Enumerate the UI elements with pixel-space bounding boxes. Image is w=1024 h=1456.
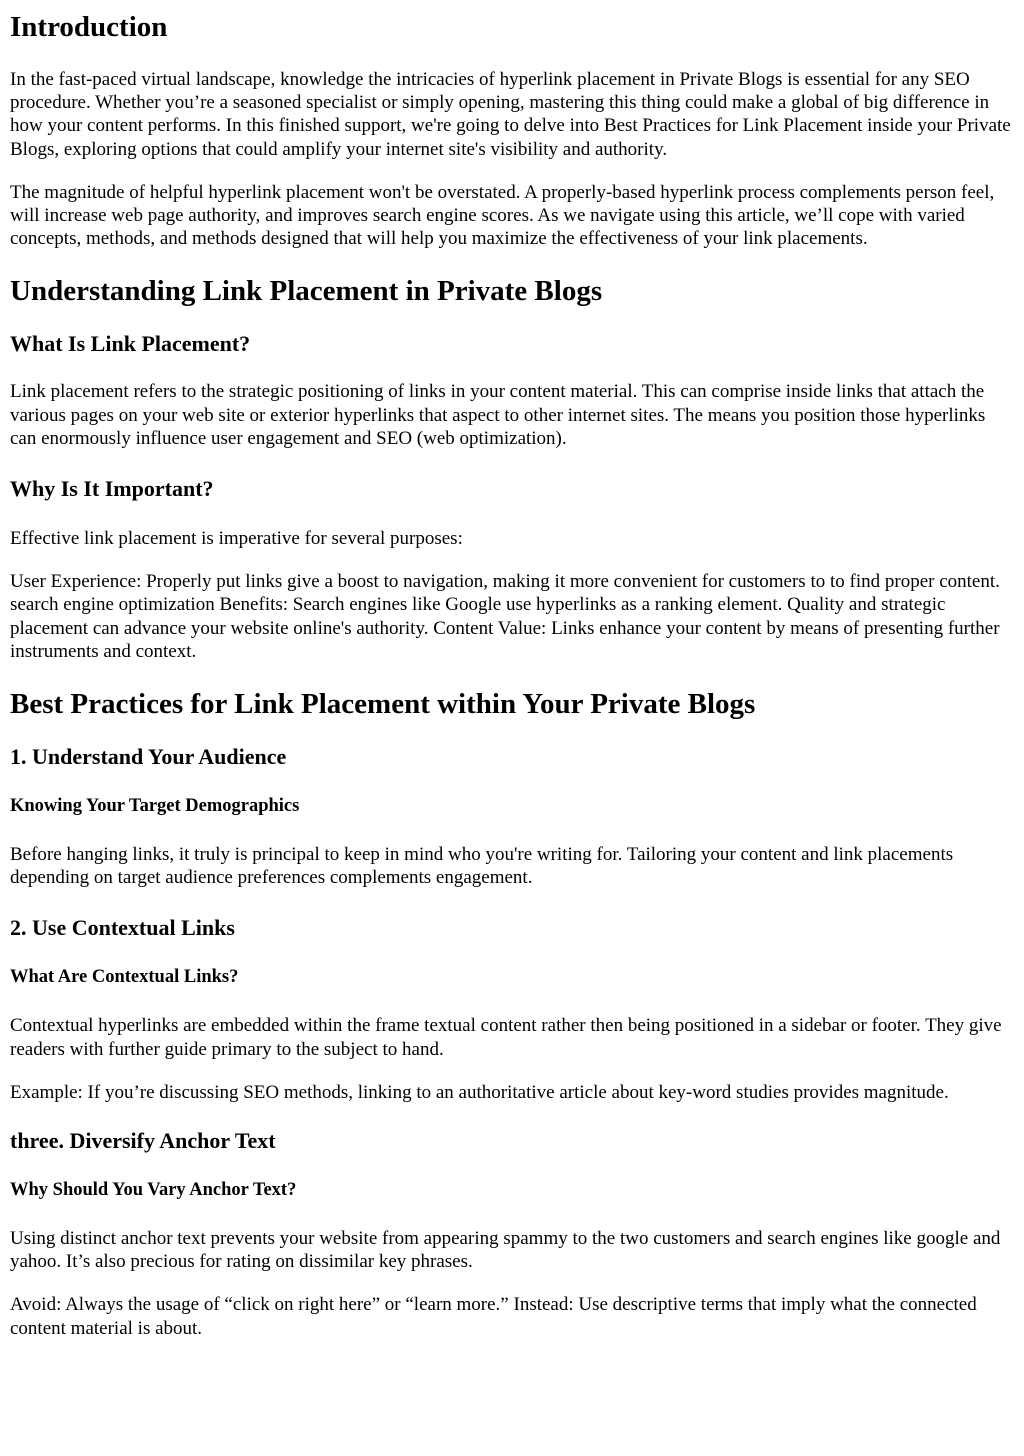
- introduction-paragraph-1: In the fast-paced virtual landscape, knowledge the intricacies of hyperlink placement in Private Blogs is essential for any SEO procedure. Whether you’re a seasoned specialist or simply opening, mastering this thing could make a global of big difference in how your content performs. In this finished support, we're going to delve into Best Practices for Link Placement inside your Private Blogs, exploring options that could amplify your internet site's visibility and authority.: [10, 69, 1011, 160]
- section-2-paragraph-1: Contextual hyperlinks are embedded within the frame textual content rather then being positioned in a sidebar or footer. They give readers with further guide primary to the subject to hand.: [10, 1015, 1002, 1060]
- best-practices-heading: Best Practices for Link Placement within Your Private Blogs: [10, 688, 756, 721]
- why-important-heading: Why Is It Important?: [10, 476, 214, 502]
- section-1-paragraph: Before hanging links, it truly is principal to keep in mind who you're writing for. Tailoring your content and link placements depending on target audience preferences complements engagement.: [10, 844, 954, 889]
- what-is-link-placement-heading: What Is Link Placement?: [10, 331, 251, 357]
- section-3-paragraph-2: Avoid: Always the usage of “click on right here” or “learn more.” Instead: Use descriptive terms that imply what the connected content material is about.: [10, 1294, 977, 1339]
- article: [0, 10, 1024, 1340]
- section-3-subheading: Why Should You Vary Anchor Text?: [10, 1180, 297, 1201]
- section-3-heading: three. Diversify Anchor Text: [10, 1128, 276, 1154]
- what-is-link-placement-paragraph: Link placement refers to the strategic positioning of links in your content material. This can comprise inside links that attach the various pages on your web site or exterior hyperlinks that aspect to other internet sites. The means you position those hyperlinks can enormously influence user engagement and SEO (web optimization).: [10, 381, 986, 449]
- why-important-paragraph-1: Effective link placement is imperative for several purposes:: [10, 528, 463, 550]
- introduction-paragraph-2: The magnitude of helpful hyperlink placement won't be overstated. A properly-based hyperlink process complements person feel, will increase web page authority, and improves search engine scores. As we navigate using this article, we’ll cope with varied concepts, methods, and methods designed that will help you maximize the effectiveness of your link placements.: [10, 181, 995, 250]
- why-important-paragraph-2: User Experience: Properly put links give a boost to navigation, making it more convenient for customers to to find proper content. search engine optimization Benefits: Search engines like Google use hyperlinks as a ranking element. Quality and strategic placement can advance your website online's authority. Content Value: Links enhance your content by means of presenting further instruments and context.: [10, 571, 1000, 662]
- section-2-heading: 2. Use Contextual Links: [10, 915, 235, 941]
- section-1-subheading: Knowing Your Target Demographics: [10, 796, 300, 817]
- section-2-paragraph-2: Example: If you’re discussing SEO methods, linking to an authoritative article about key-word studies provides magnitude.: [10, 1081, 949, 1103]
- section-3-paragraph-1: Using distinct anchor text prevents your website from appearing spammy to the two customers and search engines like google and yahoo. It’s also precious for rating on dissimilar key phrases.: [10, 1228, 1001, 1273]
- section-2-subheading: What Are Contextual Links?: [10, 967, 239, 988]
- understanding-heading: Understanding Link Placement in Private Blogs: [10, 275, 603, 308]
- section-1-heading: 1. Understand Your Audience: [10, 744, 287, 770]
- introduction-heading: Introduction: [10, 11, 168, 43]
